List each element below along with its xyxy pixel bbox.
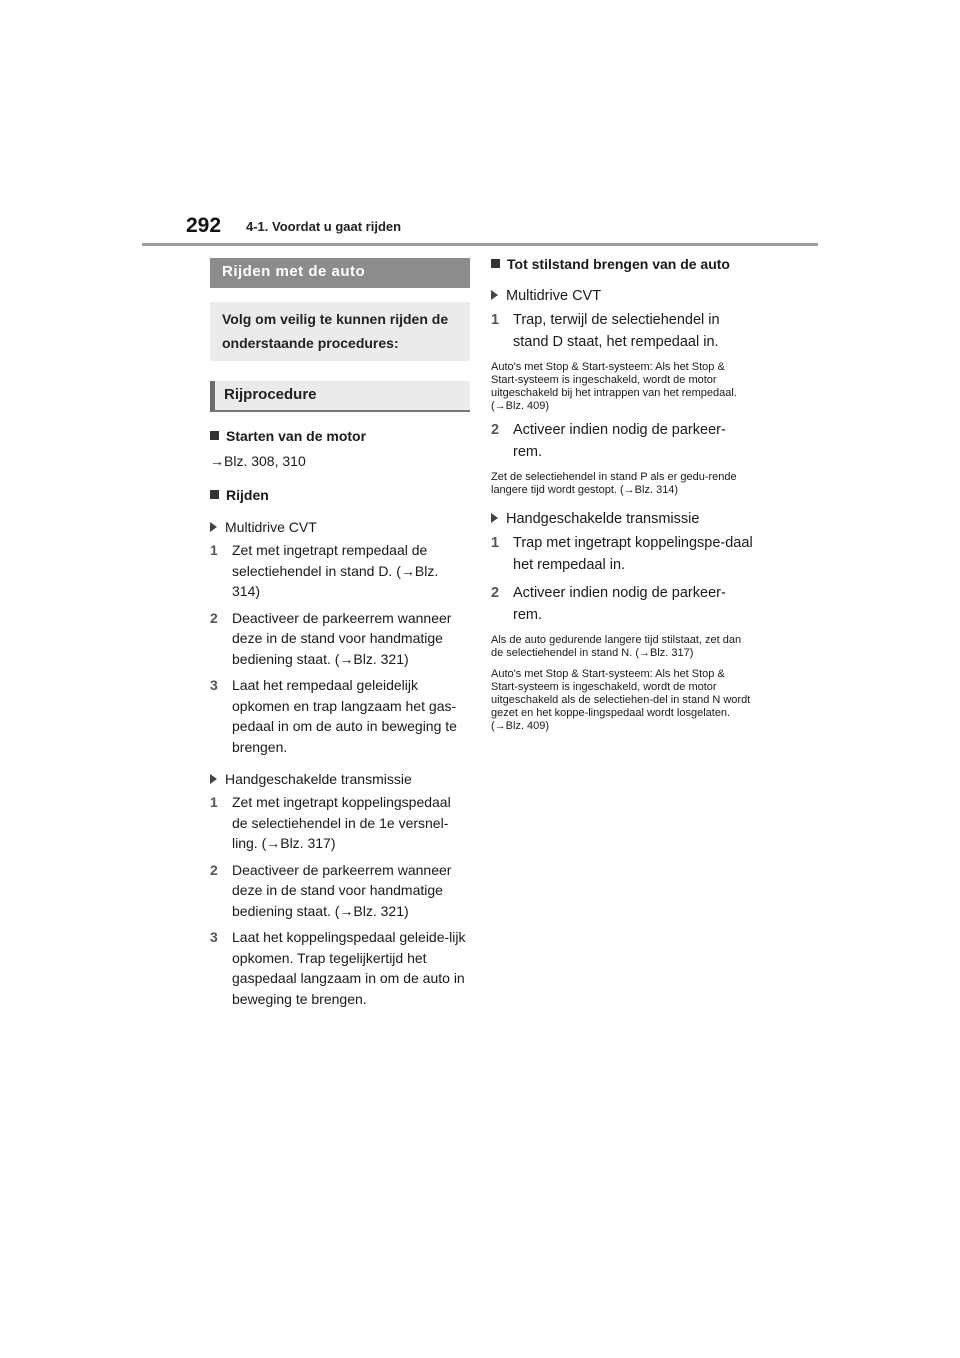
page-number: 292 <box>186 214 222 237</box>
section-header: 4-1. Voordat u gaat rijden <box>246 219 402 234</box>
step-item: 1 Trap, terwijl de selectiehendel in stand D staat, het rempedaal in. <box>491 312 720 350</box>
step-item: 3 Laat het rempedaal geleidelijk opkomen en trap langzaam het gas-pedaal in om de auto in beweging te brengen. <box>210 677 457 755</box>
header-divider <box>142 243 818 246</box>
step-item: 1 Zet met ingetrapt koppelingspedaal de selectiehendel in de 1e versnel-ling. (→Blz. 317) <box>210 794 451 851</box>
step-item: 1 Trap met ingetrapt koppelingspe-daal het rempedaal in. <box>491 535 753 573</box>
step-item: 1 Zet met ingetrapt rempedaal de selectiehendel in stand D. (→Blz. 314) <box>210 542 439 599</box>
note-text: Zet de selectiehendel in stand P als er gedu-rende langere tijd wordt gestopt. (→Blz. 314) <box>491 471 737 496</box>
page-reference: →Blz. 308, 310 <box>210 453 306 469</box>
variant-cvt: Multidrive CVT <box>210 517 470 537</box>
square-bullet-icon <box>491 259 500 268</box>
triangle-bullet-icon <box>491 513 498 523</box>
square-bullet-icon <box>210 490 219 499</box>
note-text: Als de auto gedurende langere tijd stilstaat, zet dan de selectiehendel in stand N. (→Blz. 317) <box>491 634 742 659</box>
note-text: Auto's met Stop & Start-systeem: Als het Stop & Start-systeem is ingeschakeld, wordt de motor uitgeschakeld als de selectiehen-del in stand N wordt gezet en het koppe-lingspedaal wordt losgelaten. (→Blz. 409) <box>491 668 751 732</box>
triangle-bullet-icon <box>210 774 217 784</box>
intro-text: Volg om veilig te kunnen rijden de onderstaande procedures: <box>210 302 470 361</box>
heading-driving: Rijden <box>210 485 470 505</box>
heading-starting: Starten van de motor <box>210 426 470 446</box>
step-item: 2 Deactiveer de parkeerrem wanneer deze in de stand voor handmatige bediening staat. (→Blz. 321) <box>210 861 452 919</box>
triangle-bullet-icon <box>491 290 498 300</box>
variant-manual: Handgeschakelde transmissie <box>210 769 470 789</box>
left-column <box>210 258 470 1009</box>
subsection-title: Rijprocedure <box>210 381 470 412</box>
note-text: Auto's met Stop & Start-systeem: Als het Stop & Start-systeem is ingeschakeld, wordt de motor uitgeschakeld bij het intrappen van het rempedaal. (→Blz. 409) <box>491 361 737 412</box>
square-bullet-icon <box>210 431 219 440</box>
step-item: 2 Activeer indien nodig de parkeer-rem. <box>491 422 726 460</box>
triangle-bullet-icon <box>210 522 217 532</box>
heading-stopping: Tot stilstand brengen van de auto <box>491 254 753 274</box>
variant-cvt: Multidrive CVT <box>491 286 753 306</box>
step-item: 2 Deactiveer de parkeerrem wanneer deze in de stand voor handmatige bediening staat. (→Blz. 321) <box>210 609 452 667</box>
right-column <box>491 258 753 733</box>
step-item: 2 Activeer indien nodig de parkeer-rem. <box>491 585 726 623</box>
section-title: Rijden met de auto <box>210 258 470 288</box>
step-item: 3 Laat het koppelingspedaal geleide-lijk opkomen. Trap tegelijkertijd het gaspedaal langzaam in om de auto in beweging te brengen. <box>210 929 466 1007</box>
variant-manual: Handgeschakelde transmissie <box>491 509 753 529</box>
